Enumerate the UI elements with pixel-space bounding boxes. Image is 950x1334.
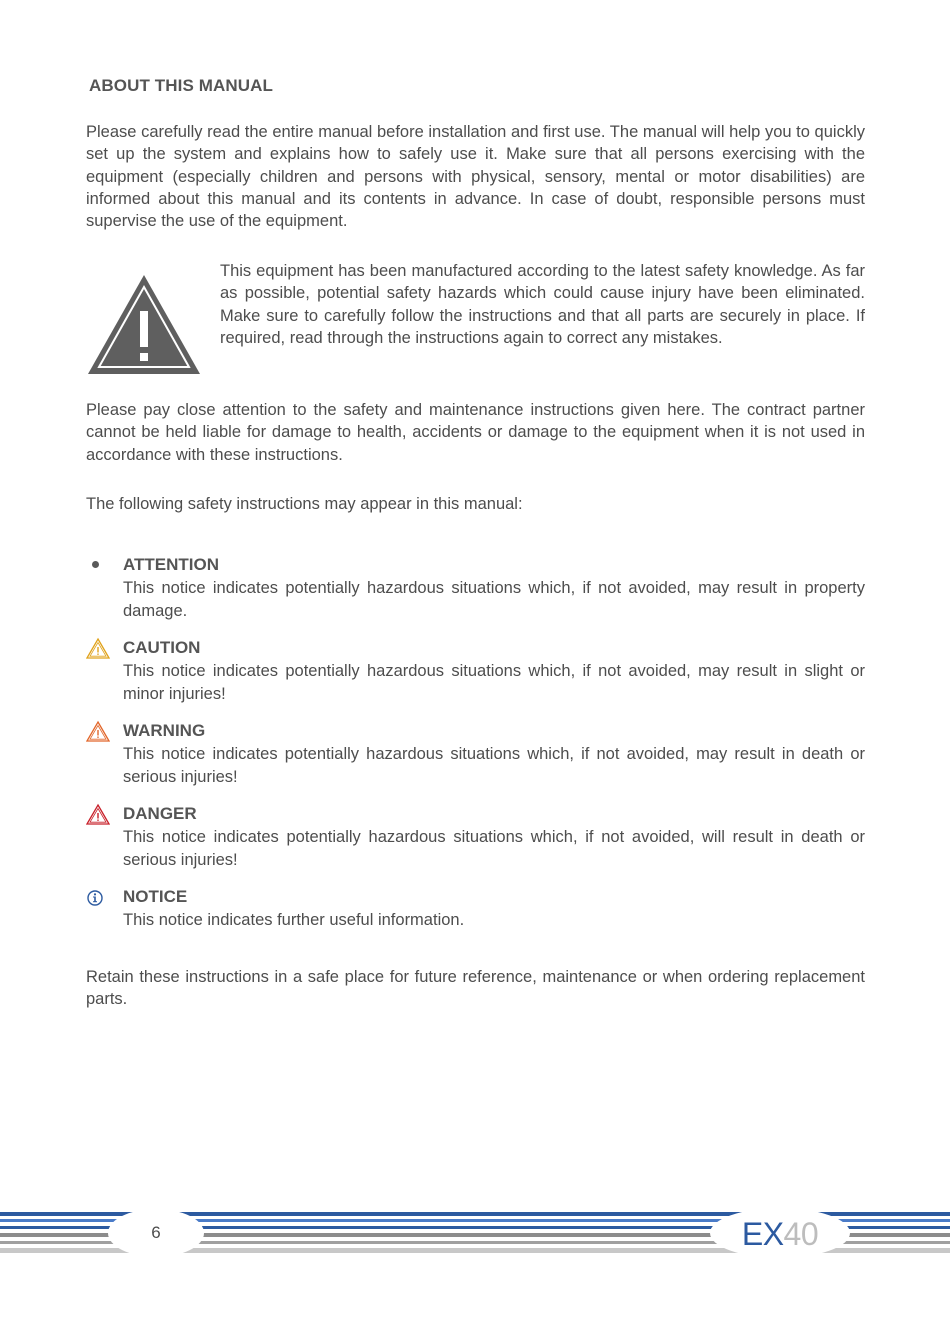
- notice-text: This notice indicates further useful information.: [123, 911, 465, 929]
- danger-triangle-icon: [86, 803, 110, 827]
- page-number: 6: [151, 1223, 161, 1242]
- bullet-icon: [92, 561, 99, 568]
- warning-triangle-icon: [86, 273, 202, 377]
- notice-title: ATTENTION: [123, 555, 220, 574]
- liability-paragraph: Please pay close attention to the safety and maintenance instructions given here. The contract partner cannot be held liable for damage to health, accidents or damage to the equipment when it is not used in accordance with these instructions.: [86, 401, 865, 464]
- brand-prefix: EX: [741, 1216, 784, 1252]
- intro-paragraph: Please carefully read the entire manual before installation and first use. The manual will help you to quickly set up the system and explains how to safely use it. Make sure that all persons exercising with the equipment (especially children and persons with physical, sensory, mental or motor disabilities) are informed about this manual and its contents in advance. In case of doubt, responsible persons must supervise the use of the equipment.: [86, 123, 865, 231]
- notice-title: DANGER: [123, 804, 197, 823]
- notice-title: WARNING: [123, 721, 206, 740]
- notice-text: This notice indicates potentially hazardous situations which, if not avoided, will result in death or serious injuries!: [123, 828, 865, 869]
- brand-suffix: 40: [783, 1216, 819, 1252]
- warning-triangle-icon: [86, 720, 110, 744]
- notice-text: This notice indicates potentially hazardous situations which, if not avoided, may result in property damage.: [123, 579, 865, 620]
- notice-text: This notice indicates potentially hazardous situations which, if not avoided, may result in death or serious injuries!: [123, 745, 865, 786]
- brand-logo: [712, 1212, 848, 1256]
- notice-title: NOTICE: [123, 887, 188, 906]
- retain-paragraph: Retain these instructions in a safe place for future reference, maintenance or when ordering replacement parts.: [86, 968, 865, 1009]
- notice-title: CAUTION: [123, 638, 201, 657]
- info-icon: [86, 886, 110, 910]
- section-heading: ABOUT THIS MANUAL: [89, 76, 273, 95]
- following-instructions-paragraph: The following safety instructions may appear in this manual:: [86, 495, 523, 513]
- notice-text: This notice indicates potentially hazardous situations which, if not avoided, may result in slight or minor injuries!: [123, 662, 865, 703]
- safety-knowledge-paragraph: This equipment has been manufactured according to the latest safety knowledge. As far as possible, potential safety hazards which could cause injury have been eliminated. Make sure to carefully follow the instructions and that all parts are securely in place. If required, read through the instructions again to correct any mistakes.: [220, 262, 865, 347]
- caution-triangle-icon: [86, 637, 110, 661]
